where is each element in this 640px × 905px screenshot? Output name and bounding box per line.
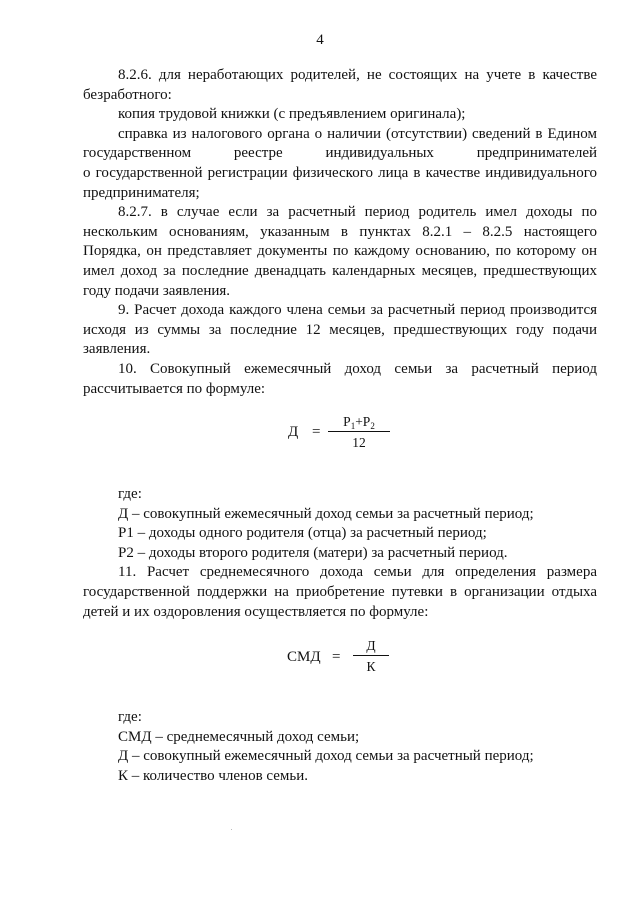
- formula-1-fraction-line: [328, 431, 390, 432]
- formula-2-left: СМД: [287, 649, 321, 666]
- page-number: 4: [316, 32, 324, 48]
- where-2-item-smd: СМД – среднемесячный доход семьи;: [118, 728, 360, 745]
- where-1-item-p2: Р2 – доходы второго родителя (матери) за расчетный период.: [118, 544, 508, 561]
- paragraph-8-2-6-line-1: 8.2.6. для неработающих родителей, не состоящих на учете в качестве: [118, 67, 597, 83]
- formula-average-income: [83, 622, 597, 686]
- where-1-item-p1: Р1 – доходы одного родителя (отца) за расчетный период;: [118, 525, 487, 542]
- paragraph-10: 10. Совокупный ежемесячный доход семьи за расчетный период рассчитывается по формуле:: [83, 360, 597, 397]
- formula-2-fraction-line: [353, 655, 389, 656]
- formula-2-equals: =: [332, 649, 341, 666]
- where-2-item-d: Д – совокупный ежемесячный доход семьи за расчетный период;: [118, 748, 534, 765]
- paragraph-11: 11. Расчет среднемесячного дохода семьи для определения размера государственной поддержки на приобретение путевки в организации отдыха детей и их оздоровления осуществляется по формуле:: [83, 564, 597, 620]
- where-1-label: где:: [118, 486, 142, 503]
- formula-1-numerator: $Р_1+Р_2$: [343, 414, 375, 432]
- paragraph-9: 9. Расчет дохода каждого члена семьи за расчетный период производится исходя из суммы за последние 12 месяцев, предшествующих году подачи заявления.: [83, 302, 597, 358]
- paragraph-8-2-6-cert-line-3: о государственной регистрации физического лица в качестве индивидуального предпринимателя;: [83, 164, 597, 201]
- formula-2-denominator: К: [366, 659, 376, 675]
- where-2-label: где:: [118, 709, 142, 726]
- where-1-item-d: Д – совокупный ежемесячный доход семьи за расчетный период;: [118, 505, 534, 522]
- where-2-item-k: К – количество членов семьи.: [118, 768, 309, 785]
- paragraph-8-2-6-line-2: безработного:: [83, 86, 172, 103]
- formula-total-income: [83, 399, 597, 463]
- scan-speck: [231, 829, 232, 830]
- formula-1-denominator: 12: [352, 435, 366, 451]
- formula-2-numerator: Д: [366, 638, 376, 654]
- document-body: [83, 66, 597, 787]
- formula-1-equals: =: [312, 424, 321, 441]
- paragraph-8-2-6-cert-line-1: справка из налогового органа о наличии (отсутствии) сведений в Едином: [118, 125, 597, 142]
- paragraph-8-2-7: 8.2.7. в случае если за расчетный период родитель имел доходы по нескольким основаниям, указанным в пунктах 8.2.1 – 8.2.5 настоящего Порядка, он представляет документы по каждому основанию, по которому он имел доход за последние двенадцать календарных месяцев, предшествующих году подачи заявления.: [83, 204, 597, 299]
- formula-1-left: Д: [288, 424, 299, 441]
- paragraph-8-2-6-cert-line-2: государственном реестре индивидуальных предпринимателей: [83, 145, 597, 162]
- paragraph-8-2-6-copy: копия трудовой книжки (с предъявлением оригинала);: [118, 106, 466, 123]
